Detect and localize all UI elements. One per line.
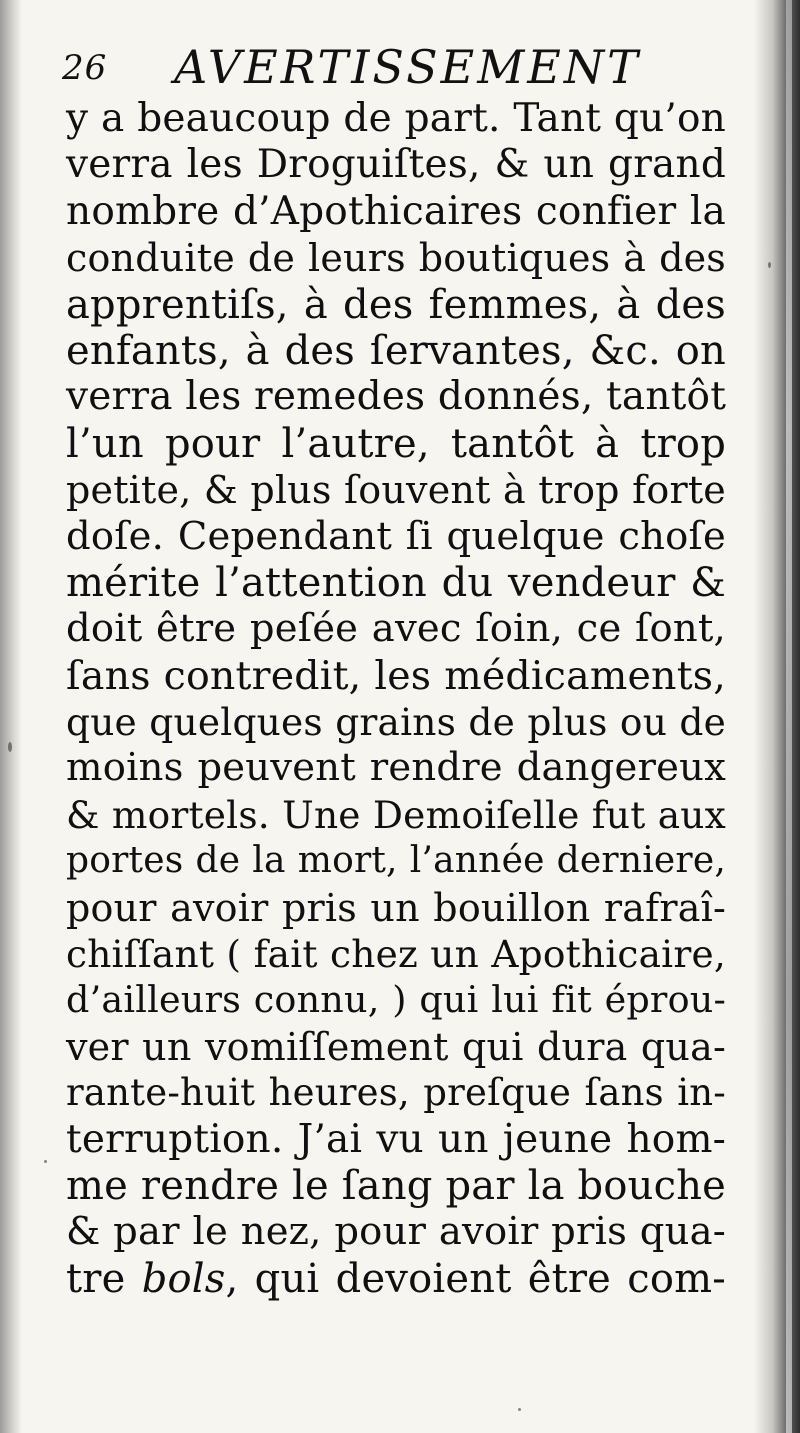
text-line: moins peuvent rendre dangereux [66,745,726,791]
text-line: terruption. J’ai vu un jeune hom- [66,1116,726,1162]
ink-speck [8,742,12,752]
text-line: y a beaucoup de part. Tant qu’on [66,96,726,141]
text-line: mérite l’attention du vendeur & [66,559,726,606]
text-line: petite, & plus ſouvent à trop forte [66,468,726,513]
text-line: d’ailleurs connu, ) qui lui fit éprou- [66,978,726,1022]
text-line: nombre d’Apothicaires confier la [66,188,726,234]
text-line: l’un pour l’autre, tantôt à trop [66,420,726,467]
text-line: doit être peſée avec ſoin, ce ſont, [66,606,726,652]
text-line: pour avoir pris un bouillon rafraî- [66,885,726,930]
page-gutter-shadow [0,0,22,1433]
text-line: conduite de leurs boutiques à des [66,236,726,281]
text-line-final [66,1256,726,1302]
text-line: ver un vomiſſement qui dura qua- [66,1024,726,1069]
text-line: doſe. Cependant ſi quelque choſe [66,513,726,559]
page-number: 26 [62,48,108,88]
text-line: rante-huit heures, preſque ſans in- [66,1071,726,1115]
text-line: chiſſant ( fait chez un Apothicaire, [66,932,726,977]
text-line: verra les remedes donnés, tantôt [66,374,727,420]
final-line-end: , qui devoient être com- [225,1255,727,1302]
running-head: AVERTISSEMENT [174,40,641,94]
ink-speck [44,1160,47,1163]
page-edge-highlight [786,0,792,1433]
text-line: que quelques grains de plus ou de [66,700,726,745]
text-line: & par le nez, pour avoir pris qua- [66,1209,726,1255]
text-line: portes de la mort, l’année derniere, [66,840,726,882]
page-header [62,40,702,100]
final-line-start: tre [66,1255,142,1302]
body-text [66,96,726,1302]
text-line: & mortels. Une Demoiſelle fut aux [66,792,726,837]
text-line: apprentiſs, à des femmes, à des [66,281,726,328]
text-line: verra les Droguiſtes, & un grand [66,142,726,188]
ink-speck [518,1408,521,1411]
ink-speck [768,262,771,268]
page-edge-shadow [754,0,800,1433]
text-line: ſans contredit, les médicaments, [66,652,726,699]
text-line: enfants, à des ſervantes, &c. on [66,327,726,374]
italic-word: bols [141,1255,226,1302]
text-line: me rendre le ſang par la bouche [66,1162,727,1209]
